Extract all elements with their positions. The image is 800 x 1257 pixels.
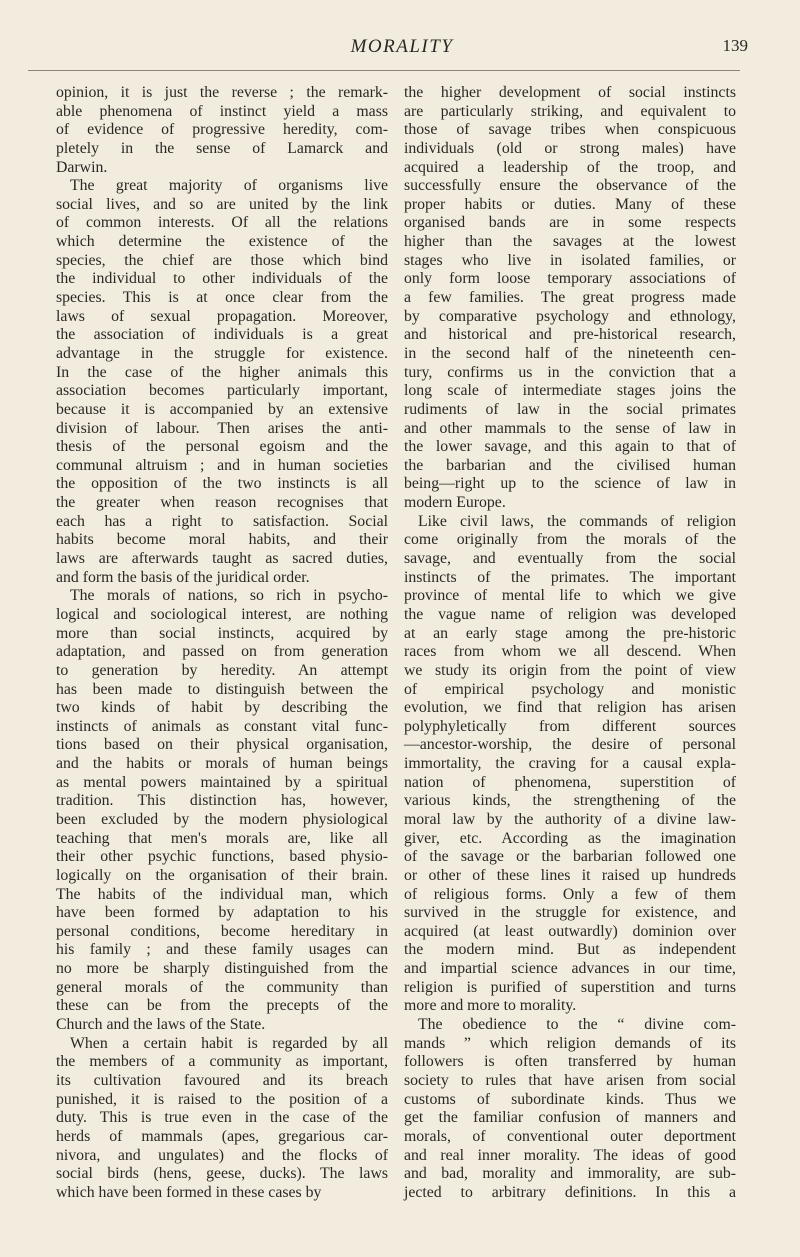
text-line: each has a right to satisfaction. Social: [56, 512, 388, 530]
text-line: laws are afterwards taught as sacred duties,: [56, 550, 388, 568]
text-line: individuals (old or strong males) have: [404, 139, 736, 157]
text-line: at an early stage among the pre-historic: [404, 624, 736, 642]
text-line: have been formed by adaptation to his: [56, 904, 388, 922]
text-line: savage, and eventually from the social: [404, 550, 736, 568]
text-line: advantage in the struggle for existence.: [56, 344, 388, 362]
text-line: instincts of animals as constant vital func-: [56, 717, 388, 735]
text-line: social lives, and so are united by the link: [56, 195, 388, 213]
text-line: and bad, morality and immorality, are sub-: [404, 1165, 736, 1183]
text-line: survived in the struggle for existence, and: [404, 904, 736, 922]
text-line: get the familiar confusion of manners and: [404, 1109, 736, 1127]
text-line: habits become moral habits, and their: [56, 531, 388, 549]
text-line: long scale of intermediate stages joins the: [404, 382, 736, 400]
text-line: its cultivation favoured and its breach: [56, 1071, 388, 1089]
text-line: punished, it is raised to the position of a: [56, 1090, 388, 1108]
text-line: no more be sharply distinguished from the: [56, 960, 388, 978]
text-line: In the case of the higher animals this: [56, 363, 388, 381]
text-line: Darwin.: [56, 158, 108, 176]
text-line: acquired (at least outwardly) dominion over: [404, 922, 736, 940]
text-line: laws of sexual propagation. Moreover,: [56, 307, 388, 325]
text-line: of evidence of progressive heredity, com-: [56, 121, 388, 139]
text-line: and real inner morality. The ideas of good: [404, 1146, 736, 1164]
text-line: tions based on their physical organisation,: [56, 736, 388, 754]
text-line: logically on the organisation of their brain.: [56, 866, 388, 884]
text-line: their other psychic functions, based physio-: [56, 848, 388, 866]
text-line: and the habits or morals of human beings: [56, 755, 388, 773]
text-line: personal conditions, become hereditary in: [56, 922, 388, 940]
text-line: adaptation, and passed on from generation: [56, 643, 388, 661]
text-line: these can be from the precepts of the: [56, 997, 388, 1015]
page-number: 139: [722, 36, 748, 55]
text-line: the lower savage, and this again to that of: [404, 438, 736, 456]
text-line: been excluded by the modern physiological: [56, 810, 388, 828]
text-line: The obedience to the “ divine com-: [418, 1016, 736, 1034]
text-line: which determine the existence of the: [56, 233, 388, 251]
text-line: morals, of conventional outer deportment: [404, 1127, 736, 1145]
header-rule: [28, 70, 740, 71]
text-line: Church and the laws of the State.: [56, 1016, 266, 1034]
text-line: the barbarian and the civilised human: [404, 456, 736, 474]
text-line: the individual to other individuals of the: [56, 270, 388, 288]
text-line: acquired a leadership of the troop, and: [404, 158, 736, 176]
text-line: evolution, we find that religion has arisen: [404, 699, 736, 717]
text-line: more and more to morality.: [404, 997, 577, 1015]
text-line: nation of phenomena, superstition of: [404, 773, 736, 791]
text-line: society to rules that have arisen from social: [404, 1071, 736, 1089]
text-line: instincts of the primates. The important: [404, 568, 736, 586]
text-line: of the savage or the barbarian followed one: [404, 848, 736, 866]
text-line: organised bands are in some respects: [404, 214, 736, 232]
text-line: which have been formed in these cases by: [56, 1183, 322, 1201]
text-line: the modern mind. But as independent: [404, 941, 736, 959]
text-line: the higher development of social instincts: [404, 84, 736, 101]
text-line: the greater when reason recognises that: [56, 494, 388, 512]
text-line: logical and sociological interest, are nothing: [56, 605, 388, 623]
text-line: those of savage tribes when conspicuous: [404, 121, 736, 139]
text-line: as mental powers maintained by a spiritual: [56, 773, 388, 791]
text-line: tury, confirms us in the conviction that a: [404, 363, 736, 381]
text-line: proper habits or duties. Many of these: [404, 195, 736, 213]
text-line: his family ; and these family usages can: [56, 941, 388, 959]
text-line: duty. This is true even in the case of the: [56, 1109, 388, 1127]
text-line: jected to arbitrary definitions. In this a: [404, 1183, 736, 1201]
text-line: by comparative psychology and ethnology,: [404, 307, 736, 325]
text-line: higher than the savages at the lowest: [404, 233, 736, 251]
text-line: tradition. This distinction has, however,: [56, 792, 388, 810]
text-line: modern Europe.: [404, 494, 506, 512]
text-line: Like civil laws, the commands of religion: [418, 512, 736, 530]
text-line: followers is often transferred by human: [404, 1053, 736, 1071]
text-line: teaching that men's morals are, like all: [56, 829, 388, 847]
text-line: races from whom we all descend. When: [404, 643, 736, 661]
text-line: stages who live in isolated families, or: [404, 251, 736, 269]
text-line: The morals of nations, so rich in psycho-: [70, 587, 388, 605]
text-line: only form loose temporary associations of: [404, 270, 736, 288]
text-line: polyphyletically from different sources: [404, 717, 736, 735]
text-line: association becomes particularly important,: [56, 382, 388, 400]
text-line: and historical and pre-historical research,: [404, 326, 736, 344]
text-line: we study its origin from the point of view: [404, 661, 736, 679]
text-line: are particularly striking, and equivalent to: [404, 102, 736, 120]
text-line: mands ” which religion demands of its: [404, 1034, 736, 1052]
text-line: nivora, and ungulates) and the flocks of: [56, 1146, 388, 1164]
page-header: [52, 36, 752, 66]
text-line: or other of these lines it raised up hundreds: [404, 866, 736, 884]
text-line: The habits of the individual man, which: [56, 885, 388, 903]
text-line: species. This is at once clear from the: [56, 289, 388, 307]
text-line: two kinds of habit by describing the: [56, 699, 388, 717]
text-line: customs of subordinate kinds. Thus we: [404, 1090, 736, 1108]
text-line: When a certain habit is regarded by all: [70, 1034, 388, 1052]
text-line: various kinds, the strengthening of the: [404, 792, 736, 810]
text-line: herds of mammals (apes, gregarious car-: [56, 1127, 388, 1145]
text-line: come originally from the morals of the: [404, 531, 736, 549]
text-line: able phenomena of instinct yield a mass: [56, 102, 388, 120]
text-line: more than social instincts, acquired by: [56, 624, 388, 642]
text-line: being—right up to the science of law in: [404, 475, 736, 493]
text-line: thesis of the personal egoism and the: [56, 438, 388, 456]
text-line: successfully ensure the observance of the: [404, 177, 736, 195]
left-column: [56, 84, 388, 1202]
text-line: of religious forms. Only a few of them: [404, 885, 736, 903]
right-column: [404, 84, 736, 1202]
text-line: the association of individuals is a great: [56, 326, 388, 344]
text-line: —ancestor-worship, the desire of personal: [404, 736, 736, 754]
text-line: and other mammals to the sense of law in: [404, 419, 736, 437]
text-line: rudiments of law in the social primates: [404, 400, 736, 418]
text-line: of common interests. Of all the relations: [56, 214, 388, 232]
text-line: of empirical psychology and monistic: [404, 680, 736, 698]
text-line: immortality, the craving for a causal expla-: [404, 755, 736, 773]
text-line: province of mental life to which we give: [404, 587, 736, 605]
text-line: in the second half of the nineteenth cen-: [404, 344, 736, 362]
text-line: religion is purified of superstition and turns: [404, 978, 736, 996]
text-line: the members of a community as important,: [56, 1053, 388, 1071]
text-line: species, the chief are those which bind: [56, 251, 388, 269]
text-line: the opposition of the two instincts is all: [56, 475, 388, 493]
text-line: opinion, it is just the reverse ; the remark-: [56, 84, 388, 101]
text-line: and impartial science advances in our time,: [404, 960, 736, 978]
text-line: the vague name of religion was developed: [404, 605, 736, 623]
text-line: communal altruism ; and in human societies: [56, 456, 388, 474]
text-line: The great majority of organisms live: [70, 177, 388, 195]
text-line: general morals of the community than: [56, 978, 388, 996]
text-line: pletely in the sense of Lamarck and: [56, 139, 388, 157]
text-line: and form the basis of the juridical order.: [56, 568, 310, 586]
text-line: has been made to distinguish between the: [56, 680, 388, 698]
text-line: division of labour. Then arises the anti-: [56, 419, 388, 437]
running-head: MORALITY: [350, 36, 454, 57]
text-line: moral law by the authority of a divine law-: [404, 810, 736, 828]
text-line: giver, etc. According as the imagination: [404, 829, 736, 847]
text-line: because it is accompanied by an extensive: [56, 400, 388, 418]
text-line: a few families. The great progress made: [404, 289, 736, 307]
text-line: to generation by heredity. An attempt: [56, 661, 388, 679]
text-line: social birds (hens, geese, ducks). The laws: [56, 1165, 388, 1183]
